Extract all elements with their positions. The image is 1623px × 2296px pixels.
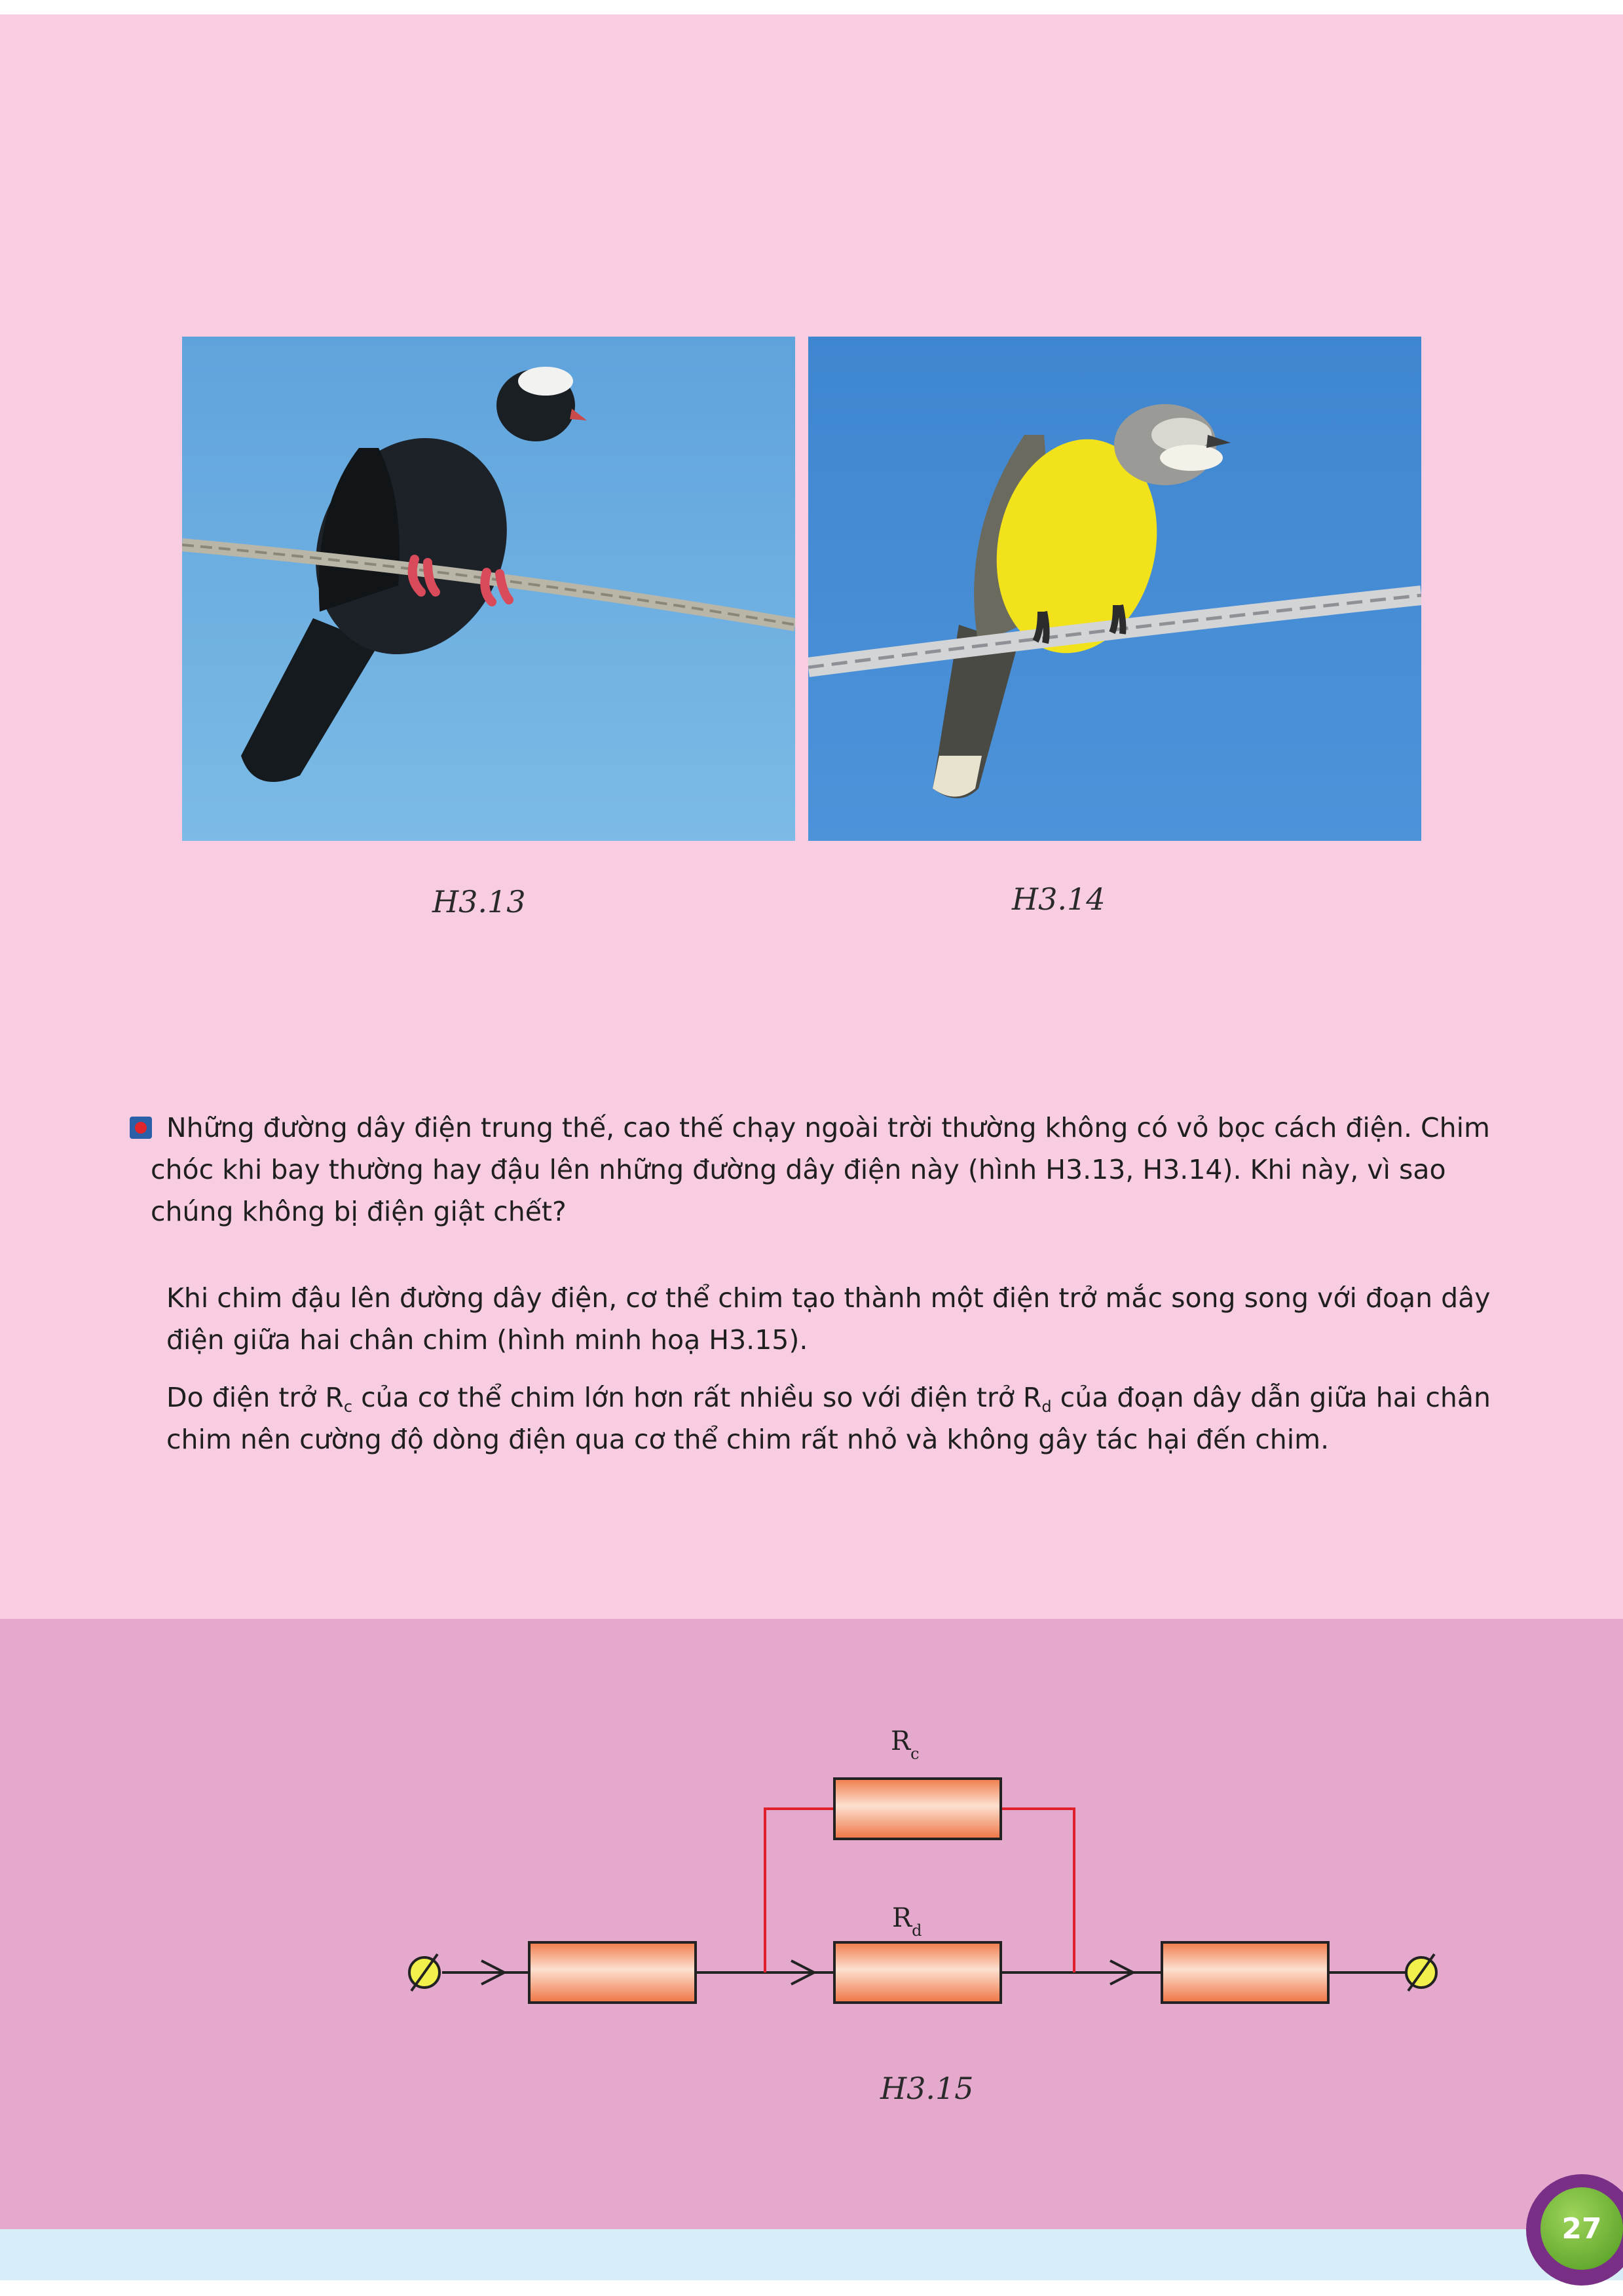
circuit-band	[0, 1619, 1623, 2248]
page	[0, 14, 1623, 2280]
left-terminal-icon	[409, 1954, 439, 1991]
right-terminal-icon	[1406, 1954, 1436, 1991]
answer-paragraph-2	[166, 1377, 1506, 1460]
resistor-rc	[834, 1779, 1001, 1839]
question-paragraph	[151, 1107, 1506, 1232]
question-bullet-icon	[130, 1117, 152, 1139]
answer-text-part-2: của cơ thể chim lớn hơn rất nhiều so với điện trở R	[352, 1382, 1042, 1413]
resistor-rd	[834, 1942, 1001, 2003]
answer-text-part-1: Do điện trở R	[166, 1382, 344, 1413]
answer-paragraph-1: Khi chim đậu lên đường dây điện, cơ thể chim tạo thành một điện trở mắc song song với đoạn dây điện giữa hai chân chim (hình minh hoạ H3.15).	[166, 1282, 1491, 1356]
caption-h3-13: H3.13	[432, 884, 526, 919]
caption-h3-15: H3.15	[880, 2071, 974, 2106]
answer-text-part-3: của đoạn dây dẫn giữa hai chân chim nên cường độ dòng điện qua cơ thể chim rất nhỏ và không gây tác hại đến chim.	[166, 1382, 1491, 1455]
circuit-diagram	[0, 1619, 1623, 2248]
page-footer	[0, 2229, 1623, 2280]
photo-yellow-bird-on-wire	[808, 337, 1421, 841]
resistor-right	[1162, 1942, 1328, 2003]
rc-subscript: c	[343, 1398, 353, 1416]
photo-pigeon-on-wire	[182, 337, 795, 841]
rd-label: $R_d$	[892, 1903, 922, 1940]
caption-h3-14: H3.14	[1012, 881, 1106, 917]
page-number: 27	[1540, 2187, 1623, 2270]
resistor-left	[529, 1942, 696, 2003]
rd-subscript: d	[1041, 1398, 1052, 1416]
rc-label: $R_c$	[891, 1726, 920, 1763]
question-text: Những đường dây điện trung thế, cao thế chạy ngoài trời thường không có vỏ bọc cách điện. Chim chóc khi bay thường hay đậu lên những đường dây điện này (hình H3.13, H3.14). Khi này, vì sao chúng không bị điện giật chết?	[151, 1112, 1490, 1227]
